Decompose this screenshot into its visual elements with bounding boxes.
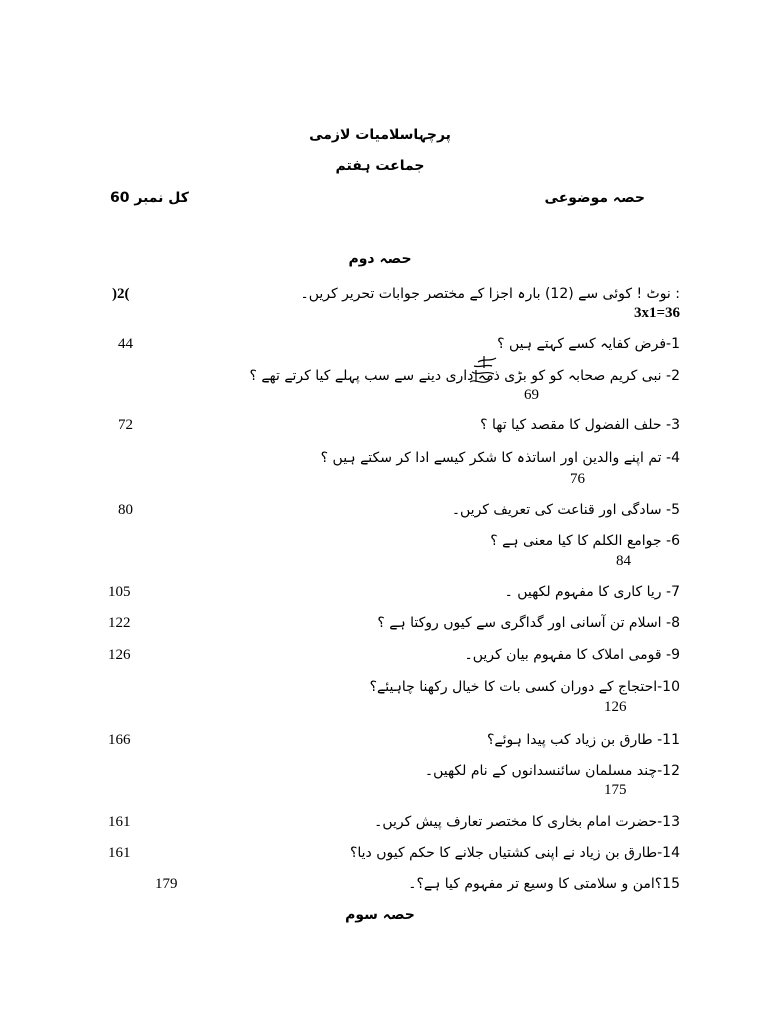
page-reference: 80: [118, 502, 133, 518]
page-reference: 166: [108, 732, 131, 748]
instruction-note: : نوٹ ! کوئی سے (12) بارہ اجزا کے مختصر جوابات تحریر کریں۔: [300, 286, 680, 302]
question-item: 4- تم اپنے والدین اور اساتذہ کا شکر کیسے ادا کر سکتے ہیں ؟: [320, 450, 680, 466]
marks-scheme: 3x1=36: [633, 305, 680, 321]
question-item: 5- سادگی اور قناعت کی تعریف کریں۔: [451, 502, 680, 518]
page-reference: 161: [108, 814, 131, 830]
part-number: )2(: [112, 286, 130, 302]
question-item: 15؟امن و سلامتی کا وسیع تر مفہوم کیا ہے؟۔: [408, 876, 680, 892]
question-item: 9- قومی املاک کا مفہوم بیان کریں۔: [464, 647, 680, 663]
total-marks: کل نمبر 60: [110, 190, 189, 206]
question-item: 7- ریا کاری کا مفہوم لکھیں ۔: [504, 584, 680, 600]
page-reference: 72: [118, 417, 133, 433]
section-subjective-heading: حصہ موضوعی: [544, 190, 645, 206]
question-item: 3- حلف الفضول کا مقصد کیا تھا ؟: [480, 417, 680, 433]
salawat-calligraphy-icon: [462, 352, 506, 390]
section-three-heading: حصہ سوم: [345, 907, 415, 923]
page-reference: 122: [108, 615, 131, 631]
page-reference: 69: [524, 387, 539, 403]
question-item: 11- طارق بن زیاد کب پیدا ہوئے؟: [486, 732, 680, 748]
page-reference: 175: [604, 782, 627, 798]
question-item: 8- اسلام تن آسانی اور گداگری سے کیوں روکتا ہے ؟: [377, 615, 680, 631]
page-reference: 105: [108, 584, 131, 600]
question-item: 2- نبی کریم صحابہ کو کو بڑی ذمہ داری دینے سے سب پہلے کیا کرتے تھے ؟: [249, 368, 680, 384]
page-reference: 44: [118, 336, 133, 352]
question-item: 10-احتجاج کے دوران کسی بات کا خیال رکھنا چاہیئے؟: [369, 679, 680, 695]
page-reference: 179: [155, 876, 178, 892]
page-reference: 126: [108, 647, 131, 663]
paper-title: پرچہاسلامیات لازمی: [309, 127, 451, 143]
class-line: جماعت ہفتم: [335, 158, 425, 174]
page-reference: 126: [604, 699, 627, 715]
page-reference: 84: [616, 553, 631, 569]
page-reference: 76: [570, 471, 585, 487]
question-item: 12-چند مسلمان سائنسدانوں کے نام لکھیں۔: [424, 763, 680, 779]
question-item: 6- جوامع الکلم کا کیا معنی ہے ؟: [490, 533, 680, 549]
page-reference: 161: [108, 845, 131, 861]
question-item: 14-طارق بن زیاد نے اپنی کشتیاں جلانے کا حکم کیوں دیا؟: [349, 845, 680, 861]
section-two-heading: حصہ دوم: [348, 251, 412, 267]
question-item: 1-فرض کفایہ کسے کہتے ہیں ؟: [497, 336, 680, 352]
question-item: 13-حضرت امام بخاری کا مختصر تعارف پیش کریں۔: [374, 814, 680, 830]
